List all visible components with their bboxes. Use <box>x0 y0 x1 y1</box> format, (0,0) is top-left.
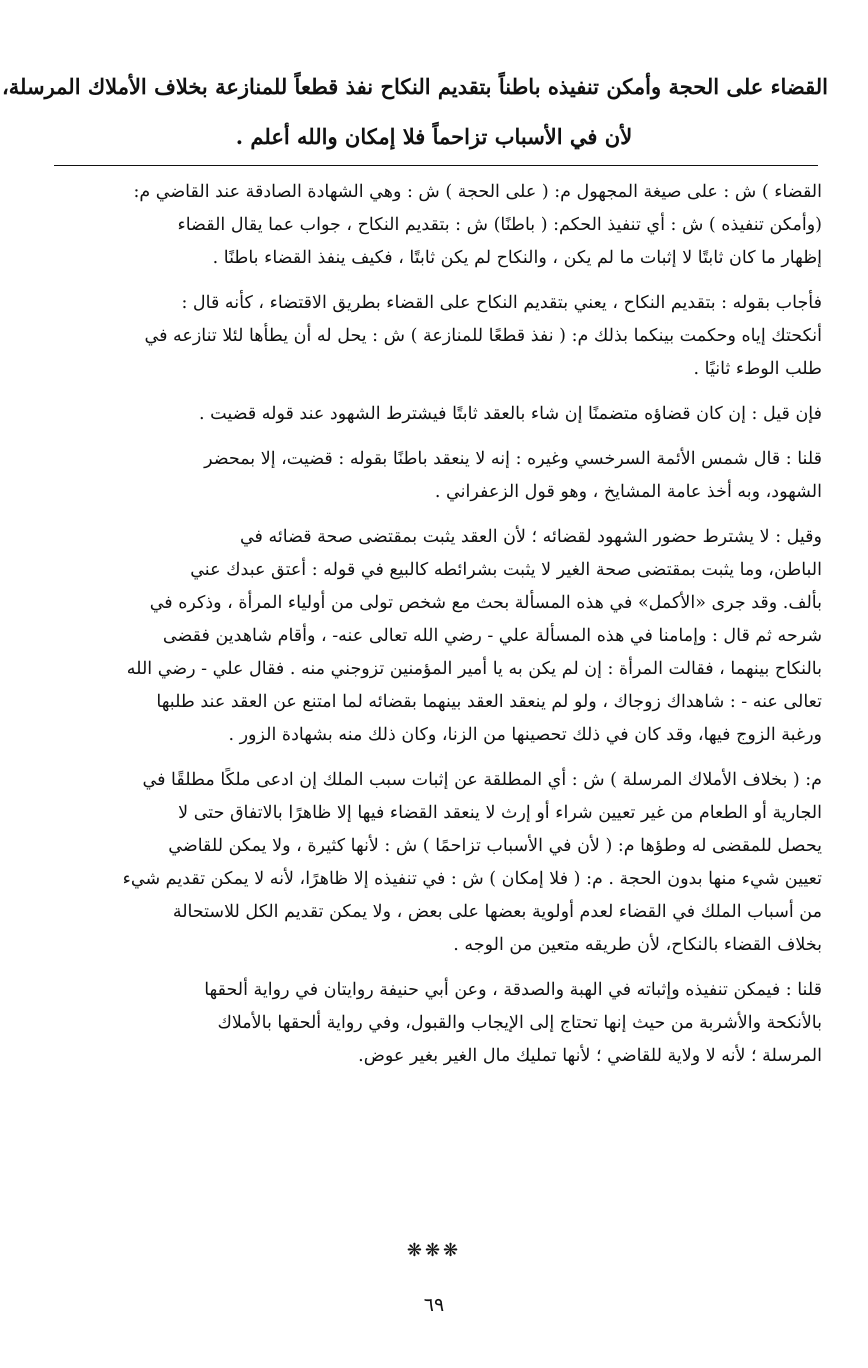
matn-line: القضاء على الحجة وأمكن تنفيذه باطناً بتقديم النكاح نفذ قطعاً للمنازعة بخلاف الأملاك المرسلة، <box>2 74 828 99</box>
commentary-line: فإن قيل : إن كان قضاؤه متضمنًا إن شاء بالعقد ثابتًا فيشترط الشهود عند قوله قضيت . <box>199 404 822 424</box>
commentary-line: الجارية أو الطعام من غير تعيين شراء أو إرث لا ينعقد القضاء فيها إلا ظاهرًا بالاتفاق حتى لا <box>178 803 822 823</box>
commentary-line: من أسباب الملك في القضاء لعدم أولوية بعضها على بعض ، ولا يمكن تقديم الكل للاستحالة <box>172 902 822 922</box>
matn-line: لأن في الأسباب تزاحماً فلا إمكان والله أعلم . <box>235 124 633 149</box>
section-separator-ornament: ❋❋❋ <box>406 1240 462 1261</box>
commentary-line: القضاء ) ش : على صيغة المجهول م: ( على الحجة ) ش : وهي الشهادة الصادقة عند القاضي م: <box>133 182 822 202</box>
commentary-line: بألف. وقد جرى «الأكمل» في هذه المسألة بحث مع شخص تولى من أولياء المرأة ، وذكره في <box>149 593 822 613</box>
commentary-text <box>46 176 822 1085</box>
commentary-line: بخلاف القضاء بالنكاح، لأن طريقه متعين من الوجه . <box>453 935 822 955</box>
commentary-paragraph <box>46 176 822 275</box>
commentary-line: الباطن، وما يثبت بمقتضى صحة الغير لا يثبت بشرائطه كالبيع في قوله : أعتق عبدك عني <box>190 560 822 580</box>
commentary-line: وقيل : لا يشترط حضور الشهود لقضائه ؛ لأن العقد يثبت بمقتضى صحة قضائه في <box>239 527 822 547</box>
commentary-line: أنكحتك إياه وحكمت بينكما بذلك م: ( نفذ قطعًا للمنازعة ) ش : يحل له أن يطأها لئلا تنازعه في <box>144 326 822 346</box>
commentary-line: إظهار ما كان ثابتًا لا إثبات ما لم يكن ، والنكاح لم يكن ثابتًا ، فكيف ينفذ القضاء باطنًا . <box>212 248 822 268</box>
commentary-line: تعالى عنه - : شاهداك زوجاك ، ولو لم ينعقد العقد بينهما بقضائه لما امتنع عن العقد عند طلبها <box>156 692 822 712</box>
commentary-line: يحصل للمقضى له وطؤها م: ( لأن في الأسباب تزاحمًا ) ش : لأنها كثيرة ، ولا يمكن للقاضي <box>168 836 822 856</box>
commentary-paragraph <box>46 287 822 386</box>
commentary-line: شرحه ثم قال : وإمامنا في هذه المسألة علي - رضي الله تعالى عنه- ، وأقام شاهدين فقضى <box>162 626 822 646</box>
commentary-line: ورغبة الزوج فيها، وقد كان في ذلك تحصينها من الزنا، وكان ذلك منه بشهادة الزور . <box>228 725 822 745</box>
commentary-paragraph <box>46 764 822 962</box>
commentary-line: بالأنكحة والأشربة من حيث إنها تحتاج إلى الإيجاب والقبول، وفي رواية ألحقها بالأملاك <box>217 1013 822 1033</box>
commentary-paragraph <box>46 974 822 1073</box>
matn-text <box>2 62 828 162</box>
footnote-divider <box>54 165 818 166</box>
page-number: ٦٩ <box>423 1294 445 1316</box>
commentary-paragraph <box>46 521 822 752</box>
commentary-line: قلنا : قال شمس الأئمة السرخسي وغيره : إنه لا ينعقد باطنًا بقوله : قضيت، إلا بمحضر <box>204 449 822 469</box>
commentary-line: فأجاب بقوله : بتقديم النكاح ، يعني بتقديم النكاح على القضاء بطريق الاقتضاء ، كأنه قال : <box>181 293 822 313</box>
commentary-line: الشهود، وبه أخذ عامة المشايخ ، وهو قول الزعفراني . <box>434 482 822 502</box>
commentary-line: تعيين شيء منها بدون الحجة . م: ( فلا إمكان ) ش : في تنفيذه إلا ظاهرًا، لأنه لا يمكن تقديم شيء <box>122 869 822 889</box>
commentary-line: قلنا : فيمكن تنفيذه وإثباته في الهبة والصدقة ، وعن أبي حنيفة روايتان في رواية ألحقها <box>204 980 822 1000</box>
commentary-paragraph <box>46 443 822 509</box>
commentary-line: طلب الوطء ثانيًا . <box>693 359 822 379</box>
commentary-line: (وأمكن تنفيذه ) ش : أي تنفيذ الحكم: ( باطنًا) ش : بتقديم النكاح ، جواب عما يقال القضاء <box>177 215 822 235</box>
commentary-paragraph <box>46 398 822 431</box>
commentary-line: بالنكاح بينهما ، فقالت المرأة : إن لم يكن به يا أمير المؤمنين تزوجني منه . فقال علي - رضي الله <box>126 659 822 679</box>
commentary-line: المرسلة ؛ لأنه لا ولاية للقاضي ؛ لأنها تمليك مال الغير بغير عوض. <box>358 1046 822 1066</box>
commentary-line: م: ( بخلاف الأملاك المرسلة ) ش : أي المطلقة عن إثبات سبب الملك إن ادعى ملكًا مطلقًا في <box>142 770 822 790</box>
